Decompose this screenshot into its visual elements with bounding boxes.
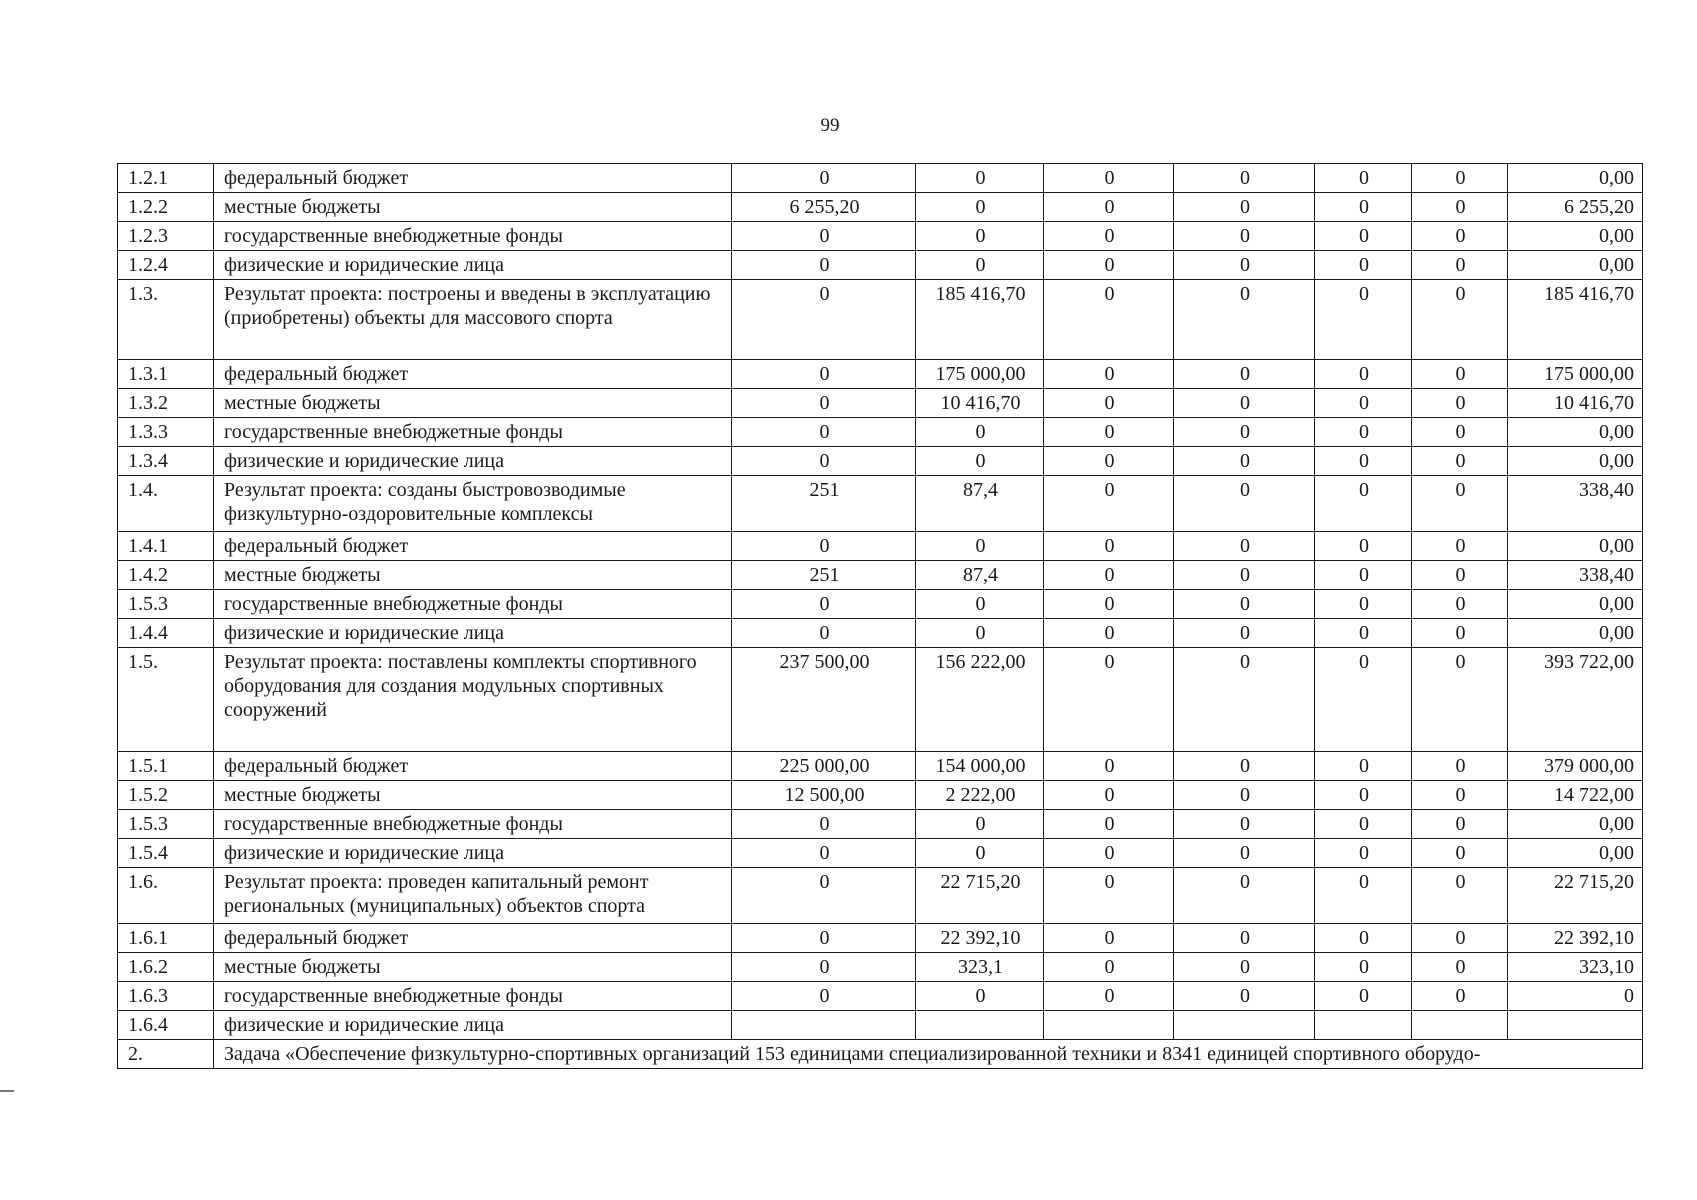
table-row: [118, 924, 1643, 953]
table-row: [118, 590, 1643, 619]
row-code: 1.4.1: [118, 532, 214, 561]
value-col-5: 0: [1315, 360, 1412, 389]
row-name: местные бюджеты: [214, 561, 732, 590]
row-code: 1.6.: [118, 868, 214, 924]
value-col-4: 0: [1174, 222, 1315, 251]
value-col-3: 0: [1044, 476, 1174, 532]
value-col-1: 0: [732, 222, 916, 251]
row-name: Результат проекта: проведен капитальный ремонт региональных (муниципальных) объектов спорта: [214, 868, 732, 924]
task-description: Задача «Обеспечение физкультурно-спортивных организаций 153 единицами специализированной техники и 8341 единицей спортивного оборудо-: [214, 1040, 1643, 1069]
row-code: 1.2.1: [118, 164, 214, 193]
value-col-5: 0: [1315, 164, 1412, 193]
value-col-5: 0: [1315, 251, 1412, 280]
row-name: федеральный бюджет: [214, 164, 732, 193]
row-name: физические и юридические лица: [214, 1011, 732, 1040]
value-col-3: 0: [1044, 561, 1174, 590]
value-col-3: 0: [1044, 810, 1174, 839]
table-row: [118, 164, 1643, 193]
value-col-6: 0: [1412, 532, 1508, 561]
value-col-6: 0: [1412, 982, 1508, 1011]
value-col-6: 0: [1412, 561, 1508, 590]
value-col-4: 0: [1174, 781, 1315, 810]
value-col-1: 251: [732, 561, 916, 590]
value-col-1: 0: [732, 251, 916, 280]
value-col-3: 0: [1044, 222, 1174, 251]
row-total: 0,00: [1508, 590, 1643, 619]
row-total: 185 416,70: [1508, 280, 1643, 360]
value-col-3: 0: [1044, 982, 1174, 1011]
value-col-5: 0: [1315, 590, 1412, 619]
row-name: местные бюджеты: [214, 781, 732, 810]
value-col-6: 0: [1412, 752, 1508, 781]
value-col-5: 0: [1315, 752, 1412, 781]
value-col-2: 0: [916, 619, 1044, 648]
value-col-2: 0: [916, 164, 1044, 193]
value-col-3: 0: [1044, 924, 1174, 953]
row-code: 1.3.: [118, 280, 214, 360]
row-code: 1.5.3: [118, 810, 214, 839]
table-row: [118, 953, 1643, 982]
value-col-2: [916, 1011, 1044, 1040]
value-col-4: 0: [1174, 389, 1315, 418]
row-code: 1.3.4: [118, 447, 214, 476]
value-col-2: 0: [916, 982, 1044, 1011]
value-col-3: 0: [1044, 648, 1174, 752]
row-code: 1.4.: [118, 476, 214, 532]
value-col-2: 87,4: [916, 476, 1044, 532]
table-row: [118, 280, 1643, 360]
value-col-3: 0: [1044, 280, 1174, 360]
value-col-6: 0: [1412, 476, 1508, 532]
value-col-4: [1174, 1011, 1315, 1040]
value-col-3: 0: [1044, 193, 1174, 222]
value-col-1: 0: [732, 360, 916, 389]
value-col-6: 0: [1412, 953, 1508, 982]
table-row: [118, 389, 1643, 418]
row-code: 1.4.2: [118, 561, 214, 590]
value-col-4: 0: [1174, 360, 1315, 389]
table-row: [118, 810, 1643, 839]
value-col-3: 0: [1044, 752, 1174, 781]
row-name: физические и юридические лица: [214, 839, 732, 868]
value-col-6: 0: [1412, 222, 1508, 251]
value-col-3: 0: [1044, 590, 1174, 619]
value-col-5: 0: [1315, 781, 1412, 810]
value-col-5: 0: [1315, 280, 1412, 360]
value-col-1: 0: [732, 953, 916, 982]
value-col-4: 0: [1174, 164, 1315, 193]
table-row: [118, 418, 1643, 447]
row-name: государственные внебюджетные фонды: [214, 418, 732, 447]
value-col-1: 0: [732, 868, 916, 924]
row-name: государственные внебюджетные фонды: [214, 222, 732, 251]
value-col-1: 251: [732, 476, 916, 532]
table-row: [118, 251, 1643, 280]
row-code: 1.5.2: [118, 781, 214, 810]
row-total: 175 000,00: [1508, 360, 1643, 389]
table-row: [118, 619, 1643, 648]
value-col-6: 0: [1412, 447, 1508, 476]
value-col-4: 0: [1174, 193, 1315, 222]
row-total: 0,00: [1508, 251, 1643, 280]
row-total: 379 000,00: [1508, 752, 1643, 781]
value-col-2: 175 000,00: [916, 360, 1044, 389]
row-total: 338,40: [1508, 476, 1643, 532]
table-row: [118, 222, 1643, 251]
row-total: 22 392,10: [1508, 924, 1643, 953]
row-total: 6 255,20: [1508, 193, 1643, 222]
value-col-4: 0: [1174, 868, 1315, 924]
value-col-5: 0: [1315, 810, 1412, 839]
value-col-4: 0: [1174, 251, 1315, 280]
row-total: 0,00: [1508, 447, 1643, 476]
value-col-5: 0: [1315, 193, 1412, 222]
value-col-1: 12 500,00: [732, 781, 916, 810]
row-name: местные бюджеты: [214, 389, 732, 418]
row-name: Результат проекта: построены и введены в эксплуатацию (приобретены) объекты для массового спорта: [214, 280, 732, 360]
value-col-5: 0: [1315, 561, 1412, 590]
value-col-5: 0: [1315, 447, 1412, 476]
value-col-1: 0: [732, 418, 916, 447]
row-total: 323,10: [1508, 953, 1643, 982]
row-code: 1.2.3: [118, 222, 214, 251]
value-col-5: 0: [1315, 839, 1412, 868]
value-col-2: 22 392,10: [916, 924, 1044, 953]
row-total: 0,00: [1508, 810, 1643, 839]
value-col-5: 0: [1315, 953, 1412, 982]
value-col-6: 0: [1412, 924, 1508, 953]
value-col-6: 0: [1412, 164, 1508, 193]
row-name: федеральный бюджет: [214, 360, 732, 389]
value-col-3: 0: [1044, 781, 1174, 810]
value-col-3: [1044, 1011, 1174, 1040]
value-col-5: 0: [1315, 982, 1412, 1011]
value-col-1: 0: [732, 164, 916, 193]
value-col-1: 0: [732, 590, 916, 619]
table-row: [118, 360, 1643, 389]
value-col-1: 0: [732, 982, 916, 1011]
row-total: 0,00: [1508, 532, 1643, 561]
table-row: [118, 648, 1643, 752]
row-name: Результат проекта: поставлены комплекты спортивного оборудования для создания модульных спортивных сооружений: [214, 648, 732, 752]
row-name: физические и юридические лица: [214, 447, 732, 476]
row-total: 0,00: [1508, 619, 1643, 648]
row-total: 0: [1508, 982, 1643, 1011]
row-name: государственные внебюджетные фонды: [214, 810, 732, 839]
row-total: 393 722,00: [1508, 648, 1643, 752]
value-col-6: 0: [1412, 619, 1508, 648]
row-name: государственные внебюджетные фонды: [214, 590, 732, 619]
row-code: 1.6.1: [118, 924, 214, 953]
value-col-5: 0: [1315, 868, 1412, 924]
value-col-6: 0: [1412, 193, 1508, 222]
row-total: 0,00: [1508, 839, 1643, 868]
table-row: [118, 476, 1643, 532]
value-col-6: 0: [1412, 648, 1508, 752]
value-col-6: 0: [1412, 360, 1508, 389]
value-col-2: 323,1: [916, 953, 1044, 982]
value-col-4: 0: [1174, 447, 1315, 476]
value-col-3: 0: [1044, 389, 1174, 418]
row-total: 10 416,70: [1508, 389, 1643, 418]
value-col-3: 0: [1044, 619, 1174, 648]
value-col-3: 0: [1044, 360, 1174, 389]
value-col-6: 0: [1412, 810, 1508, 839]
row-code: 1.3.2: [118, 389, 214, 418]
value-col-3: 0: [1044, 447, 1174, 476]
table-row: [118, 781, 1643, 810]
value-col-2: 87,4: [916, 561, 1044, 590]
value-col-5: 0: [1315, 648, 1412, 752]
value-col-1: 0: [732, 532, 916, 561]
row-code: 1.6.2: [118, 953, 214, 982]
value-col-1: 6 255,20: [732, 193, 916, 222]
table-row: [118, 752, 1643, 781]
value-col-5: 0: [1315, 532, 1412, 561]
value-col-4: 0: [1174, 839, 1315, 868]
row-name: физические и юридические лица: [214, 619, 732, 648]
row-name: Результат проекта: созданы быстровозводимые физкультурно-оздоровительные комплексы: [214, 476, 732, 532]
value-col-2: 0: [916, 447, 1044, 476]
value-col-4: 0: [1174, 532, 1315, 561]
row-code: 1.3.3: [118, 418, 214, 447]
row-total: 14 722,00: [1508, 781, 1643, 810]
value-col-5: 0: [1315, 389, 1412, 418]
table-row: [118, 839, 1643, 868]
value-col-3: 0: [1044, 532, 1174, 561]
table-body: [118, 164, 1643, 1040]
value-col-4: 0: [1174, 619, 1315, 648]
value-col-6: 0: [1412, 251, 1508, 280]
value-col-5: 0: [1315, 476, 1412, 532]
value-col-4: 0: [1174, 953, 1315, 982]
table-row: [118, 532, 1643, 561]
margin-tick: [0, 1090, 14, 1092]
row-name: физические и юридические лица: [214, 251, 732, 280]
value-col-1: 0: [732, 447, 916, 476]
value-col-4: 0: [1174, 476, 1315, 532]
value-col-4: 0: [1174, 752, 1315, 781]
row-name: местные бюджеты: [214, 953, 732, 982]
value-col-6: 0: [1412, 280, 1508, 360]
row-code: 1.5.1: [118, 752, 214, 781]
value-col-6: [1412, 1011, 1508, 1040]
row-total: 0,00: [1508, 418, 1643, 447]
row-code: 1.5.: [118, 648, 214, 752]
value-col-4: 0: [1174, 924, 1315, 953]
table-row: [118, 868, 1643, 924]
value-col-3: 0: [1044, 164, 1174, 193]
row-code: 1.3.1: [118, 360, 214, 389]
table-row: [118, 561, 1643, 590]
value-col-1: 0: [732, 839, 916, 868]
value-col-2: 0: [916, 532, 1044, 561]
value-col-4: 0: [1174, 590, 1315, 619]
value-col-4: 0: [1174, 280, 1315, 360]
value-col-5: 0: [1315, 619, 1412, 648]
value-col-2: 156 222,00: [916, 648, 1044, 752]
value-col-2: 10 416,70: [916, 389, 1044, 418]
value-col-6: 0: [1412, 839, 1508, 868]
value-col-5: 0: [1315, 222, 1412, 251]
row-name: федеральный бюджет: [214, 752, 732, 781]
value-col-2: 0: [916, 810, 1044, 839]
value-col-6: 0: [1412, 418, 1508, 447]
table-row: [118, 193, 1643, 222]
value-col-2: 2 222,00: [916, 781, 1044, 810]
budget-table: [117, 163, 1643, 1069]
row-code: 1.2.4: [118, 251, 214, 280]
row-name: федеральный бюджет: [214, 532, 732, 561]
value-col-3: 0: [1044, 839, 1174, 868]
row-total: [1508, 1011, 1643, 1040]
value-col-1: 0: [732, 389, 916, 418]
row-total: 22 715,20: [1508, 868, 1643, 924]
row-code: 1.5.3: [118, 590, 214, 619]
value-col-2: 22 715,20: [916, 868, 1044, 924]
value-col-6: 0: [1412, 868, 1508, 924]
value-col-2: 0: [916, 839, 1044, 868]
value-col-1: 0: [732, 924, 916, 953]
row-code: 1.2.2: [118, 193, 214, 222]
table-row: [118, 982, 1643, 1011]
page-number: 99: [820, 115, 840, 136]
value-col-4: 0: [1174, 810, 1315, 839]
row-code: 1.4.4: [118, 619, 214, 648]
value-col-3: 0: [1044, 418, 1174, 447]
value-col-2: 0: [916, 193, 1044, 222]
table-row: [118, 1011, 1643, 1040]
row-code: 1.6.4: [118, 1011, 214, 1040]
value-col-2: 185 416,70: [916, 280, 1044, 360]
value-col-4: 0: [1174, 418, 1315, 447]
value-col-3: 0: [1044, 251, 1174, 280]
value-col-4: 0: [1174, 561, 1315, 590]
value-col-5: [1315, 1011, 1412, 1040]
value-col-1: 237 500,00: [732, 648, 916, 752]
value-col-4: 0: [1174, 982, 1315, 1011]
value-col-2: 0: [916, 222, 1044, 251]
value-col-6: 0: [1412, 389, 1508, 418]
row-name: государственные внебюджетные фонды: [214, 982, 732, 1011]
row-name: федеральный бюджет: [214, 924, 732, 953]
value-col-2: 154 000,00: [916, 752, 1044, 781]
value-col-1: 0: [732, 810, 916, 839]
row-total: 0,00: [1508, 164, 1643, 193]
value-col-2: 0: [916, 251, 1044, 280]
value-col-4: 0: [1174, 648, 1315, 752]
row-total: 0,00: [1508, 222, 1643, 251]
row-code: 1.5.4: [118, 839, 214, 868]
value-col-1: 0: [732, 619, 916, 648]
value-col-5: 0: [1315, 418, 1412, 447]
value-col-1: [732, 1011, 916, 1040]
value-col-3: 0: [1044, 868, 1174, 924]
row-total: 338,40: [1508, 561, 1643, 590]
value-col-2: 0: [916, 418, 1044, 447]
row-name: местные бюджеты: [214, 193, 732, 222]
task-row: [118, 1040, 1643, 1069]
value-col-1: 225 000,00: [732, 752, 916, 781]
value-col-1: 0: [732, 280, 916, 360]
value-col-3: 0: [1044, 953, 1174, 982]
value-col-6: 0: [1412, 590, 1508, 619]
row-code: 1.6.3: [118, 982, 214, 1011]
table-row: [118, 447, 1643, 476]
value-col-5: 0: [1315, 924, 1412, 953]
value-col-2: 0: [916, 590, 1044, 619]
value-col-6: 0: [1412, 781, 1508, 810]
task-code: 2.: [118, 1040, 214, 1069]
